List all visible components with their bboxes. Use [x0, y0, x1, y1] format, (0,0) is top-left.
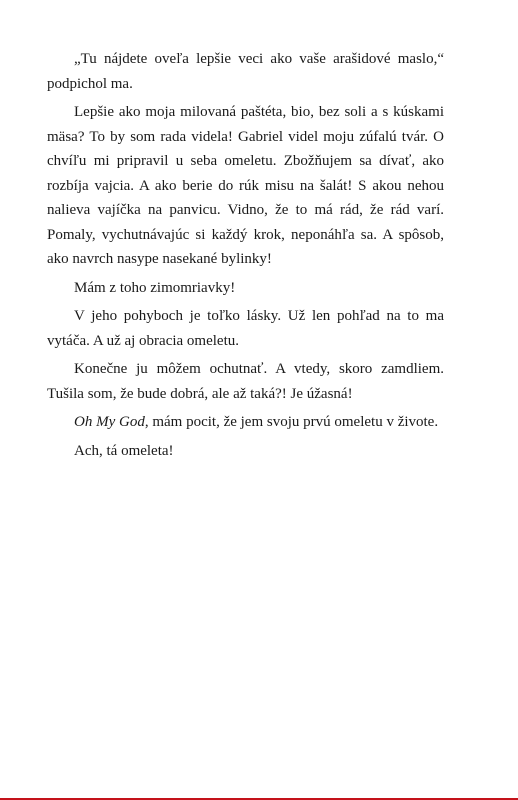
paragraph-4-text: V jeho pohyboch je toľko lásky. Už len pohľad na to ma vytáča. A už aj obracia omeletu.: [47, 308, 444, 349]
paragraph-7: [47, 439, 444, 464]
paragraph-6: [47, 410, 444, 435]
paragraph-5-text: Konečne ju môžem ochutnať. A vtedy, skoro zamdliem. Tušila som, že bude dobrá, ale až taká?! Je úžasná!: [47, 361, 444, 402]
paragraph-5: [47, 357, 444, 406]
paragraph-7-text: Ach, tá omeleta!: [74, 442, 174, 459]
paragraph-6-italic: Oh My God: [74, 414, 145, 430]
paragraph-1: [47, 47, 444, 96]
paragraph-1-text: „Tu nájdete oveľa lepšie veci ako vaše arašidové maslo,“ podpichol ma.: [47, 51, 444, 92]
paragraph-6-text: , mám pocit, že jem svoju prvú omeletu v živote.: [144, 414, 439, 430]
page-body: [47, 47, 444, 467]
paragraph-4: [47, 304, 444, 353]
paragraph-3-text: Mám z toho zimomriavky!: [74, 279, 236, 296]
paragraph-3: [47, 276, 444, 301]
paragraph-2-text: Lepšie ako moja milovaná paštéta, bio, bez soli a s kúskami mäsa? To by som rada videla! Gabriel videl moju zúfalú tvár. O chvíľu mi pripravil u seba omeletu. Zbožňujem sa dívať, ako rozbíja vajcia. A ako berie do rúk misu na šalát! S akou nehou nalieva vajíčka na panvicu. Vidno, že to má rád, že rád varí. Pomaly, vychutnávajúc si každý krok, neponáhľa sa. A spôsob, ako navrch nasype nasekané bylinky!: [47, 104, 444, 267]
paragraph-2: [47, 100, 444, 272]
